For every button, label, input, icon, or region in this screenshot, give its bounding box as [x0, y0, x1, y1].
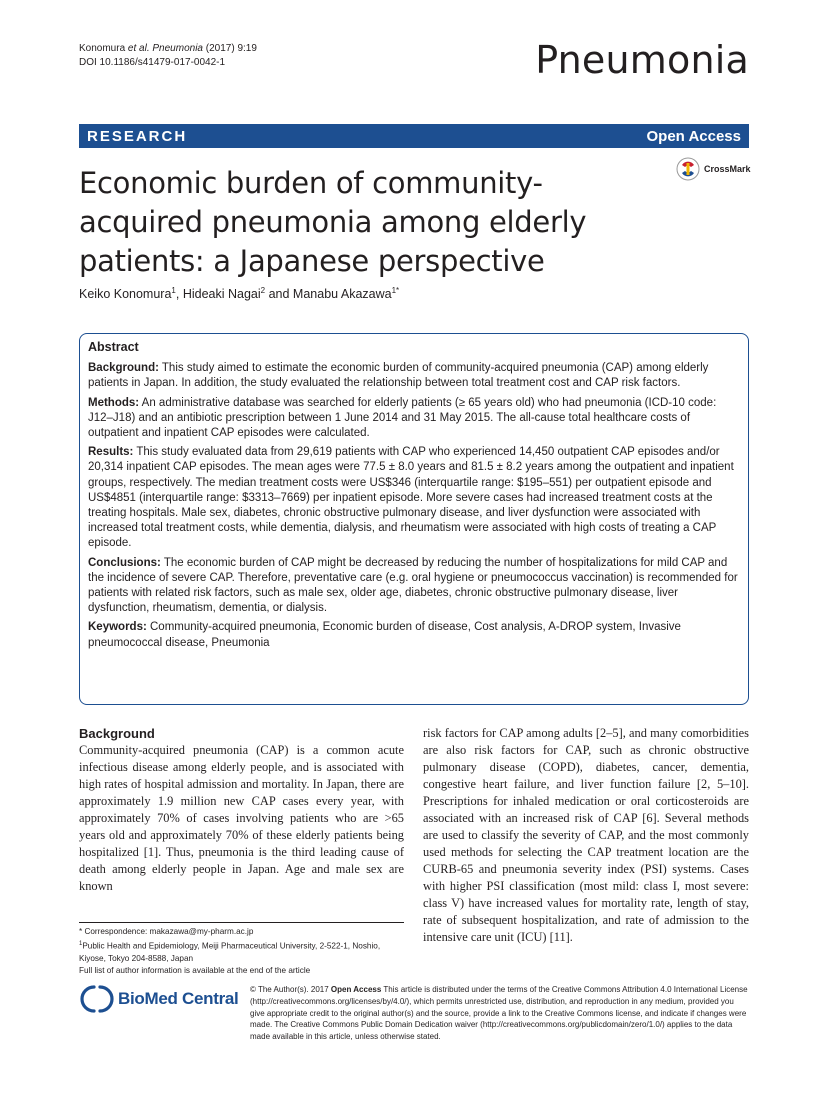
author-list: Keiko Konomura$^1$, Hideaki Nagai$^2$ and Manabu Akazawa$^{1*}$	[79, 286, 400, 302]
abstract-methods: Methods: An administrative database was searched for elderly patients (≥ 65 years old) who had pneumonia (ICD-10 code: J12–J18) and an antibiotic prescription between 1 June 2014 and 31 May 2015. The all-cause total healthcare costs of outpatient and inpatient CAP episodes were calculated.	[88, 396, 717, 440]
author: Manabu Akazawa$^{1*}$	[292, 286, 400, 302]
author: Keiko Konomura$^1$	[79, 286, 176, 302]
publisher-logo[interactable]	[80, 984, 238, 1014]
footnote	[79, 922, 404, 977]
body-column-left	[79, 725, 404, 895]
article-title: Economic burden of community-acquired pneumonia among elderly patients: a Japanese perspective	[79, 166, 587, 278]
crossmark-badge[interactable]	[676, 157, 751, 181]
doi: DOI 10.1186/s41479-017-0042-1	[79, 57, 226, 68]
crossmark-label: CrossMark	[704, 164, 751, 174]
license-text: © The Author(s). 2017 Open Access This article is distributed under the terms of the Creative Commons Attribution 4.0 International License (http://creativecommons.org/licenses/by/4.0/), which permits unrestricted use, distribution, and reproduction in any medium, provided you give appropriate credit to the original author(s) and the source, provide a link to the Creative Commons license, and indicate if changes were made. The Creative Commons Public Domain Dedication waiver (http://creativecommons.org/publicdomain/zero/1.0/) applies to the data made available in this article, unless otherwise stated.	[250, 985, 748, 1042]
article-type-label: RESEARCH	[87, 127, 188, 145]
citation-line: Konomura et al. Pneumonia (2017) 9:19	[79, 43, 257, 54]
body-paragraph: Community-acquired pneumonia (CAP) is a common acute infectious disease among elderly people, and is associated with high rates of hospital admission and mortality. In Japan, there are approximately 1.9 million new CAP cases every year, with approximately 70% of cases involving patients who are >65 years old and approximately 70% of these elderly patients being hospitalized [1]. Thus, pneumonia is the third leading cause of death among elderly people in Japan. Age and male sex are known	[79, 743, 404, 893]
abstract-box	[79, 333, 749, 705]
abstract-background: Background: This study aimed to estimate the economic burden of community-acquired pneumonia (CAP) among elderly patients in Japan. In addition, the study evaluated the relationship between total treatment cost and CAP risk factors.	[88, 362, 709, 390]
article-type-banner	[79, 124, 749, 148]
affiliation: $^1$Public Health and Epidemiology, Meiji Pharmaceutical University, 2-522-1, Noshio, Kiyose, Tokyo 204-8588, Japan	[79, 941, 381, 963]
crossmark-icon	[676, 157, 700, 181]
author: Hideaki Nagai$^2$	[182, 286, 266, 302]
publisher-name: BioMed Central	[118, 989, 239, 1008]
journal-name: Pneumonia	[535, 38, 749, 82]
abstract-heading: Abstract	[88, 340, 139, 354]
body-column-right	[423, 725, 749, 946]
correspondence[interactable]: * Correspondence: makazawa@my-pharm.ac.jp	[79, 927, 254, 936]
abstract-conclusions: Conclusions: The economic burden of CAP might be decreased by reducing the number of hospitalizations for mild CAP and the incidence of severe CAP. Therefore, preventative care (e.g. oral hygiene or pneumococcus vaccination) is recommended for patients with related risk factors, such as male sex, older age, diabetes, chronic obstructive pulmonary disease, liver dysfunction, rheumatism, dementia, or dialysis.	[88, 556, 738, 615]
section-heading-background: Background	[79, 726, 155, 741]
author-info-note: Full list of author information is available at the end of the article	[79, 965, 311, 975]
biomed-central-icon	[80, 984, 114, 1014]
abstract-results: Results: This study evaluated data from 29,619 patients with CAP who experienced 14,450 outpatient CAP episodes and/or 20,314 inpatient CAP episodes. The mean ages were 77.5 ± 8.0 years and 81.5 ± 8.2 years among the outpatient and inpatient groups, respectively. The median treatment costs were US$346 (interquartile range: $195–551) per outpatient episode and US$4851 (interquartile range: $3313–7669) per inpatient episode. More severe cases had increased treatment costs at the treating hospitals. Male sex, diabetes, chronic obstructive pulmonary disease, and liver dysfunction were associated with increased total treatment costs, while dementia, dialysis, and rheumatism were associated with high costs of treating a CAP episode.	[88, 446, 734, 550]
abstract-keywords: Keywords: Community-acquired pneumonia, Economic burden of disease, Cost analysis, A-DROP system, Invasive pneumococcal disease, Pneumonia	[88, 621, 681, 649]
citation-block	[79, 42, 257, 70]
open-access-label: Open Access	[646, 127, 741, 145]
body-paragraph: risk factors for CAP among adults [2–5], and many comorbidities are also risk factors for CAP, such as chronic obstructive pulmonary disease (COPD), diabetes, cancer, dementia, congestive heart failure, and liver function failure [2, 5–10]. Prescriptions for inhaled medication or oral corticosteroids are associated with an increased risk of CAP [6]. Several methods are used to classify the severity of CAP, and the most commonly used methods for selecting the CAP treatment location are the CURB-65 and pneumonia severity index (PSI) systems. Cases with higher PSI classification (most mild: class I, most severe: class V) have increased values for mortality rate, length of stay, rate of subsequent hospitalization, and rate of admission to the intensive care unit (ICU) [11].	[423, 726, 749, 944]
